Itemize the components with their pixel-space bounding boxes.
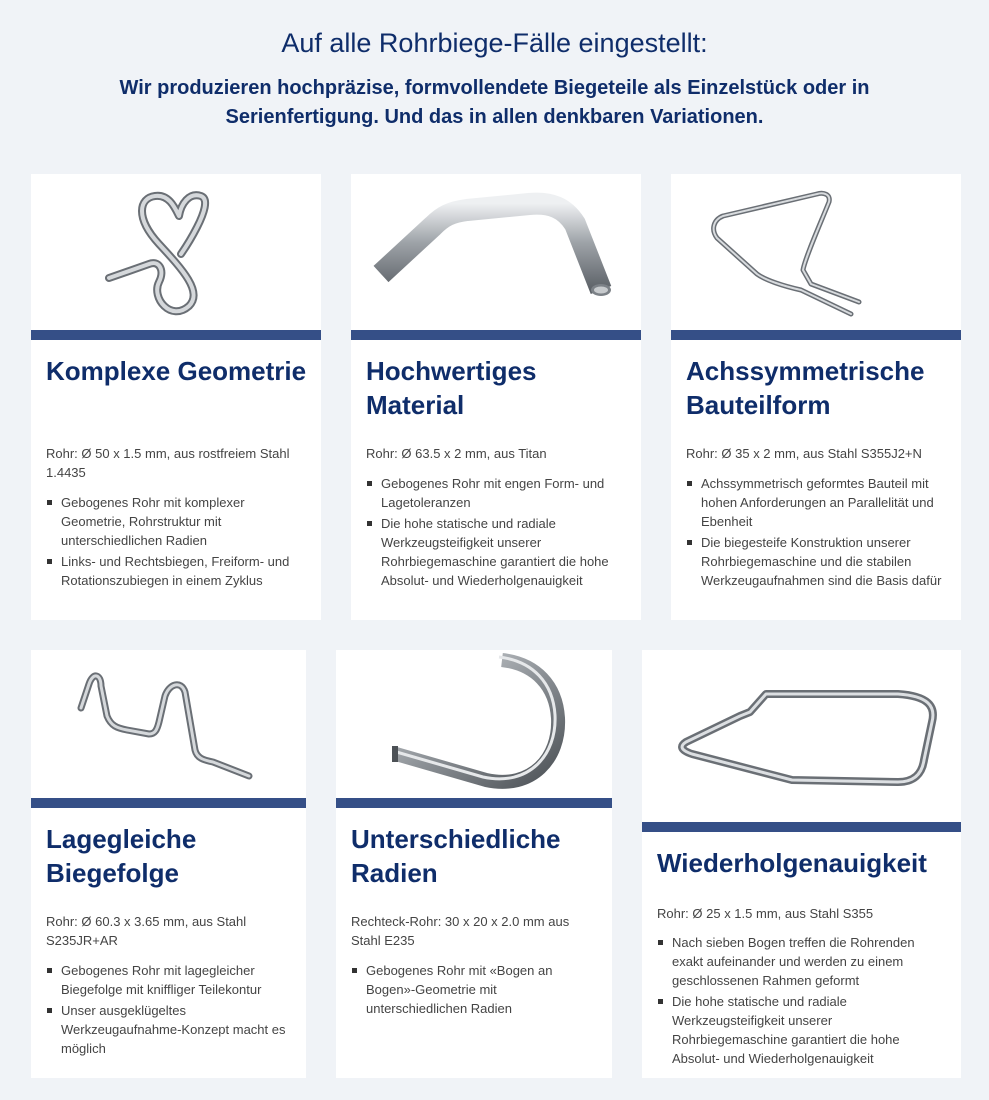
card-accent-bar bbox=[336, 798, 612, 808]
wave-bent-tube-icon bbox=[31, 650, 306, 798]
list-item: Unser ausgeklügeltes Werkzeugaufnahme-Konzept macht es möglich bbox=[46, 1001, 294, 1058]
card-accent-bar bbox=[671, 330, 961, 340]
list-item: Die biegesteife Konstruktion unserer Rohrbiegemaschine und die stabilen Werkzeugaufnahmen sind die Basis dafür bbox=[686, 533, 949, 590]
card-lagegleiche-biegefolge bbox=[31, 650, 306, 1078]
card-accent-bar bbox=[31, 798, 306, 808]
card-accent-bar bbox=[351, 330, 641, 340]
card-title: Unterschiedliche Radien bbox=[351, 824, 561, 888]
angled-titanium-tube-icon bbox=[351, 174, 641, 330]
triangle-wire-tube-icon bbox=[671, 174, 961, 330]
list-item: Gebogenes Rohr mit «Bogen an Bogen»-Geometrie mit unterschiedlichen Radien bbox=[351, 961, 600, 1018]
card-bullet-list bbox=[366, 474, 629, 592]
list-item: Gebogenes Rohr mit engen Form- und Lagetoleranzen bbox=[366, 474, 629, 512]
card-spec: Rechteck-Rohr: 30 x 20 x 2.0 mm aus Stahl E235 bbox=[351, 914, 570, 948]
card-spec: Rohr: Ø 35 x 2 mm, aus Stahl S355J2+N bbox=[686, 446, 922, 461]
card-title: Lagegleiche Biegefolge bbox=[46, 824, 197, 888]
card-hochwertiges-material bbox=[351, 174, 641, 620]
card-komplexe-geometrie bbox=[31, 174, 321, 620]
list-item: Nach sieben Bogen treffen die Rohrenden exakt aufeinander und werden zu einem geschlossenen Rahmen geformt bbox=[657, 933, 949, 990]
card-spec: Rohr: Ø 50 x 1.5 mm, aus rostfreiem Stahl 1.4435 bbox=[46, 446, 290, 480]
arc-rect-tube-icon bbox=[336, 650, 612, 798]
list-item: Die hohe statische und radiale Werkzeugsteifigkeit unserer Rohrbiegemaschine garantiert die hohe Absolut- und Wiederholgenauigkeit bbox=[657, 992, 949, 1068]
card-accent-bar bbox=[642, 822, 961, 832]
card-bullet-list bbox=[657, 933, 949, 1070]
card-unterschiedliche-radien bbox=[336, 650, 612, 1078]
list-item: Links- und Rechtsbiegen, Freiform- und Rotationszubiegen in einem Zyklus bbox=[46, 552, 309, 590]
card-bullet-list bbox=[686, 474, 949, 592]
page-subtitle: Wir produzieren hochpräzise, formvollendete Biegeteile als Einzelstück oder in Serienfertigung. Und das in allen denkbaren Variationen. bbox=[119, 77, 870, 128]
card-accent-bar bbox=[31, 330, 321, 340]
card-title: Achssymmetrische Bauteilform bbox=[686, 356, 925, 420]
card-spec: Rohr: Ø 60.3 x 3.65 mm, aus Stahl S235JR+AR bbox=[46, 914, 247, 948]
list-item: Gebogenes Rohr mit komplexer Geometrie, Rohrstruktur mit unterschiedlichen Radien bbox=[46, 493, 309, 550]
card-title: Hochwertiges Material bbox=[366, 356, 537, 420]
list-item: Die hohe statische und radiale Werkzeugsteifigkeit unserer Rohrbiegemaschine garantiert die hohe Absolut- und Wiederholgenauigkeit bbox=[366, 514, 629, 590]
closed-frame-tube-icon bbox=[642, 650, 961, 822]
card-spec: Rohr: Ø 25 x 1.5 mm, aus Stahl S355 bbox=[657, 906, 874, 921]
list-item: Gebogenes Rohr mit lagegleicher Biegefolge mit kniffliger Teilekontur bbox=[46, 961, 294, 999]
card-spec: Rohr: Ø 63.5 x 2 mm, aus Titan bbox=[366, 446, 547, 461]
card-title: Wiederholgenauigkeit bbox=[657, 848, 927, 878]
card-wiederholgenauigkeit bbox=[642, 650, 961, 1078]
card-bullet-list bbox=[351, 961, 600, 1020]
s-hook-tube-icon bbox=[31, 174, 321, 330]
card-bullet-list bbox=[46, 493, 309, 592]
card-bullet-list bbox=[46, 961, 294, 1060]
page-title: Auf alle Rohrbiege-Fälle eingestellt: bbox=[281, 28, 708, 58]
card-title: Komplexe Geometrie bbox=[46, 356, 307, 386]
list-item: Achssymmetrisch geformtes Bauteil mit hohen Anforderungen an Parallelität und Ebenheit bbox=[686, 474, 949, 531]
card-achssymmetrische-bauteilform bbox=[671, 174, 961, 620]
